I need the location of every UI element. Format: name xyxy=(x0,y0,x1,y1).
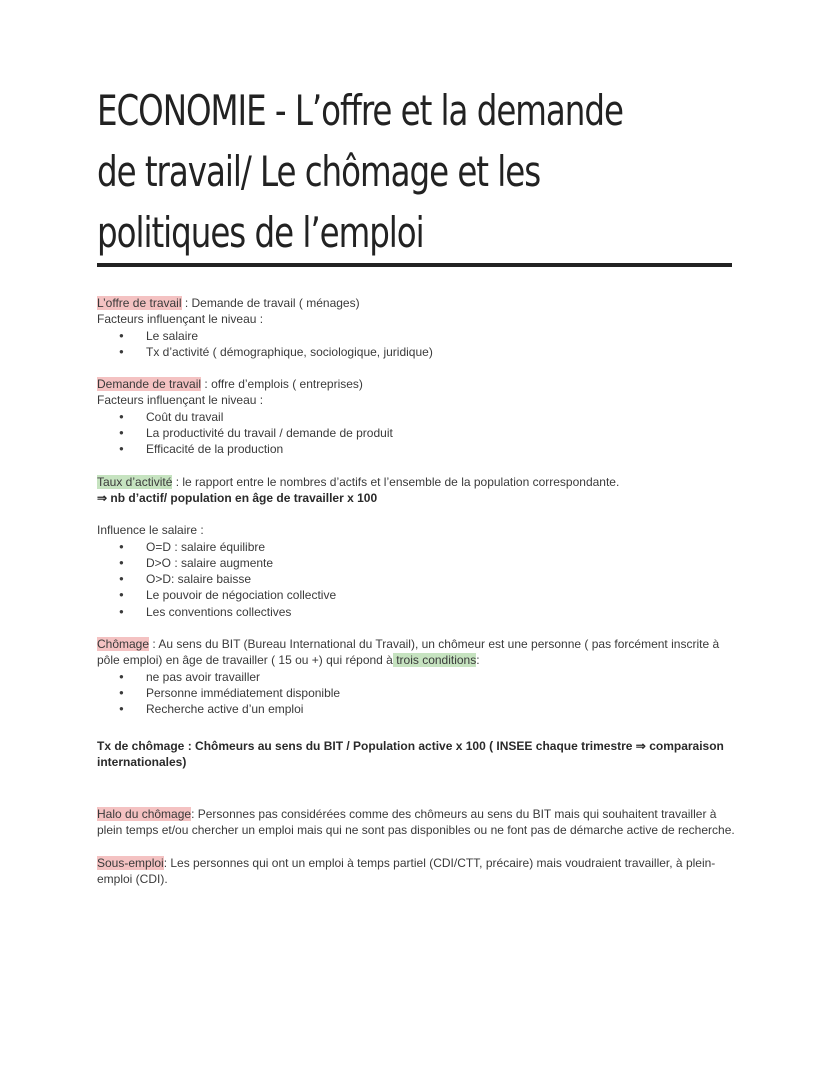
demande-term: Demande de travail xyxy=(97,377,202,392)
chomage-conditions-highlight: trois conditions xyxy=(392,653,477,668)
list-item: ● ne pas avoir travailler xyxy=(119,669,737,685)
sous-emploi-term: Sous-emploi xyxy=(97,855,164,870)
chomage-definition xyxy=(97,636,737,669)
chomage-definition-text: : Au sens du BIT (Bureau International du Travail), un chômeur est une personne ( pas forcément inscrite à pôle emploi) en âge de travailler ( 15 ou +) qui répond à xyxy=(97,637,720,668)
title-line-2: de travail/ Le chômage et les xyxy=(97,147,541,196)
page-title xyxy=(97,80,737,263)
title-underline xyxy=(97,263,732,267)
taux-term: Taux d’activité xyxy=(97,474,173,489)
offre-list xyxy=(97,328,737,361)
salaire-list xyxy=(97,539,737,620)
title-line-1: ECONOMIE - L’offre et la demande xyxy=(97,86,623,135)
salaire-intro: Influence le salaire : xyxy=(97,523,204,538)
chomage-definition-end: : xyxy=(476,653,480,668)
list-item: ● Recherche active d’un emploi xyxy=(119,701,737,717)
list-item: ● Le pouvoir de négociation collective xyxy=(119,587,737,603)
list-item: ● O>D: salaire baisse xyxy=(119,571,737,587)
offre-definition-text: : Demande de travail ( ménages) xyxy=(181,296,360,310)
halo-term: Halo du chômage xyxy=(97,807,192,822)
list-item: ● D>O : salaire augmente xyxy=(119,555,737,571)
list-item: ● Les conventions collectives xyxy=(119,604,737,620)
sous-emploi-definition xyxy=(97,855,737,888)
demande-intro: Facteurs influençant le niveau : xyxy=(97,393,264,408)
offre-term: L’offre de travail xyxy=(97,296,182,310)
title-line-3: politiques de l’emploi xyxy=(97,208,424,257)
list-item: ● Tx d’activité ( démographique, sociologique, juridique) xyxy=(119,344,737,360)
halo-definition xyxy=(97,806,737,839)
list-item: ● Le salaire xyxy=(119,328,737,344)
taux-formula: ⇒ nb d’actif/ population en âge de travailler x 100 xyxy=(97,490,378,505)
document-page xyxy=(97,80,737,887)
halo-definition-text: : Personnes pas considérées comme des chômeurs au sens du BIT mais qui souhaitent travailler à plein temps et/ou chercher un emploi mais qui ne sont pas disponibles ou ne font pas de démarche active de recherche. xyxy=(97,807,735,838)
chomage-term: Chômage xyxy=(97,637,150,652)
list-item: ● Efficacité de la production xyxy=(119,441,737,457)
taux-definition-text: : le rapport entre le nombres d’actifs et l’ensemble de la population correspondante. xyxy=(172,474,620,489)
demande-list xyxy=(97,409,737,458)
demande-definition-text: : offre d’emplois ( entreprises) xyxy=(201,377,363,392)
list-item: ● Personne immédiatement disponible xyxy=(119,685,737,701)
taux-definition xyxy=(97,474,737,490)
demande-definition xyxy=(97,376,737,392)
list-item: ● La productivité du travail / demande de produit xyxy=(119,425,737,441)
sous-emploi-definition-text: : Les personnes qui ont un emploi à temps partiel (CDI/CTT, précaire) mais voudraient travailler, à plein-emploi (CDI). xyxy=(97,855,716,887)
chomage-conditions-list xyxy=(97,669,737,718)
document-body xyxy=(97,295,737,887)
tx-chomage-formula: Tx de chômage : Chômeurs au sens du BIT / Population active x 100 ( INSEE chaque trimestre ⇒ comparaison internationales) xyxy=(97,738,724,769)
list-item: ● O=D : salaire équilibre xyxy=(119,539,737,555)
offre-definition xyxy=(97,295,737,311)
list-item: ● Coût du travail xyxy=(119,409,737,425)
offre-intro: Facteurs influençant le niveau : xyxy=(97,312,264,327)
